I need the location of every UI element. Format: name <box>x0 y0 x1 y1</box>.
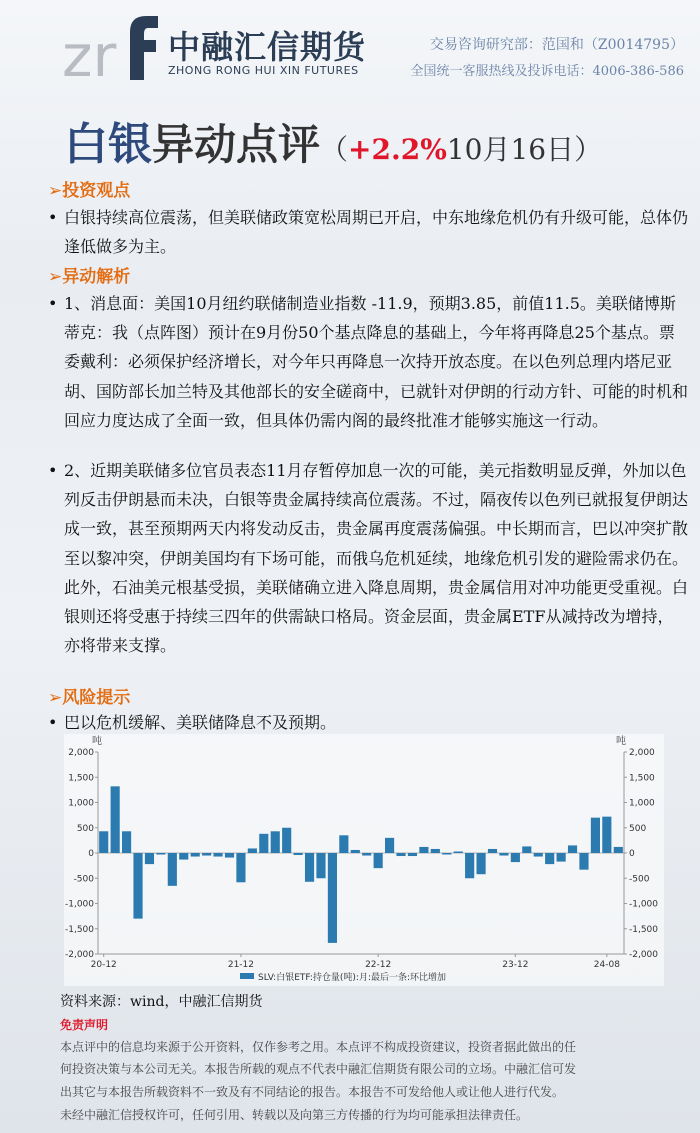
y-tick-label-left: 2,000 <box>68 748 94 758</box>
view-text: 白银持续高位震荡，但美联储政策宽松周期已开启，中东地缘危机仍有升级可能，总体仍逢低做多为主。 <box>64 208 689 257</box>
bar <box>351 850 360 853</box>
title-date: 10月16日 <box>446 133 575 166</box>
chart-legend: SLV:白银ETF:持仓量(吨):月:最后一条:环比增加 <box>258 973 447 983</box>
bar <box>213 853 222 857</box>
hotline: 全国统一客服热线及投诉电话：4006-386-586 <box>410 64 684 79</box>
bar <box>179 853 188 860</box>
bar <box>431 849 440 853</box>
bar <box>225 853 234 858</box>
analysis-paragraph-2 <box>48 456 688 660</box>
bar <box>534 853 543 857</box>
page-title <box>64 108 602 172</box>
bar <box>465 853 474 878</box>
title-change: +2.2% <box>348 133 447 166</box>
bar <box>488 849 497 853</box>
x-tick-label: 21-12 <box>227 960 255 970</box>
bar <box>557 853 566 862</box>
analysis-paragraph-1 <box>48 289 688 435</box>
y-tick-label-right: -2,000 <box>629 950 659 960</box>
chart-svg <box>64 734 664 986</box>
bullet-icon: • <box>48 461 58 480</box>
y-tick-label-right: -1,000 <box>629 899 659 910</box>
risk-text: 巴以危机缓解、美联储降息不及预期。 <box>64 713 337 732</box>
bar <box>111 786 120 853</box>
bar <box>202 853 211 856</box>
bar <box>145 853 154 864</box>
bar <box>419 847 428 853</box>
bar <box>545 853 554 864</box>
legend-swatch <box>240 973 254 979</box>
logo-english-name: ZHONG RONG HUI XIN FUTURES <box>168 64 359 77</box>
bar <box>591 818 600 853</box>
title-sub: 异动点评 <box>152 120 321 169</box>
x-tick-label: 20-12 <box>90 960 117 970</box>
data-source: 资料来源：wind，中融汇信期货 <box>60 994 263 1010</box>
bar <box>294 853 303 855</box>
bar <box>236 853 245 882</box>
bar <box>339 835 348 853</box>
disclaimer-line-2: 何投资决策与本公司无关。本报告所载的观点不代表中融汇信期货有限公司的立场。中融汇信可发 <box>60 1062 577 1076</box>
bullet-icon: • <box>48 294 58 313</box>
logo-mark-text: zr <box>62 22 117 82</box>
y-tick-label-right: 1,000 <box>629 798 655 809</box>
arrow-right-icon: ➢ <box>48 688 63 708</box>
y-tick-label-right: -500 <box>629 874 650 885</box>
y-tick-label-left: 1,000 <box>68 798 94 809</box>
y-tick-label-right: 0 <box>629 849 635 859</box>
disclaimer-line-4: 未经中融汇信授权许可，任何引用、转载以及向第三方传播的行为均可能承担法律责任。 <box>60 1108 529 1122</box>
arrow-right-icon: ➢ <box>48 267 63 287</box>
arrow-right-icon: ➢ <box>48 181 63 201</box>
right-unit-label: 吨 <box>616 736 626 747</box>
slv-etf-chart <box>64 734 664 986</box>
left-unit-label: 吨 <box>92 736 102 747</box>
disclaimer-line-3: 出其它与本报告所载资料不一致及有不同结论的报告。本报告不可发给他人或让他人进行代发。 <box>60 1085 565 1099</box>
title-main: 白银 <box>64 119 152 170</box>
bar <box>385 838 394 853</box>
bar <box>156 853 165 855</box>
y-tick-label-right: 2,000 <box>629 748 655 758</box>
y-tick-label-right: 1,500 <box>629 773 655 784</box>
y-tick-label-left: 500 <box>76 823 94 834</box>
y-tick-label-left: -1,500 <box>64 924 94 935</box>
bar <box>614 847 623 853</box>
company-logo-icon <box>60 10 160 82</box>
bar <box>522 846 531 853</box>
y-tick-label-left: -1,000 <box>64 899 94 910</box>
bar <box>396 853 405 856</box>
section-head-view <box>48 176 130 201</box>
bar <box>499 853 508 856</box>
analysis-text-2: 2、近期美联储多位官员表态11月存暂停加息一次的可能，美元指数明显反弹，外加以色列反击伊朗悬而未决，白银等贵金属持续高位震荡。不过，隔夜传以色列已就报复伊朗达成一致，甚至预期两天内将发动反击，贵金属再度震荡偏强。中长期而言，巴以冲突扩散至以黎冲突，伊朗美国均有下场可能，而俄乌危机延续，地缘危机引发的避险需求仍在。此外，石油美元根基受损，美联储确立进入降息周期，贵金属信用对冲功能更受重视。白银则还将受惠于持续三四年的供需缺口格局。资金层面，贵金属ETF从减持改为增持，亦将带来支撑。 <box>64 461 689 656</box>
bullet-icon: • <box>48 208 58 227</box>
bar <box>168 853 177 886</box>
risk-paragraph <box>48 708 688 737</box>
bar <box>133 853 142 919</box>
bar <box>454 851 463 853</box>
x-tick-label: 22-12 <box>365 960 392 970</box>
bar <box>374 853 383 868</box>
view-paragraph <box>48 203 688 261</box>
x-tick-label: 24-08 <box>593 960 620 970</box>
bar <box>511 853 520 862</box>
bar <box>579 853 588 870</box>
section-head-risk <box>48 683 130 708</box>
section-head-analysis <box>48 262 130 287</box>
bar <box>568 845 577 853</box>
header <box>0 0 700 100</box>
bar <box>99 831 108 853</box>
y-tick-label-left: -2,000 <box>64 950 94 960</box>
research-contact: 交易咨询研究部：范国和（Z0014795） <box>429 37 684 53</box>
bar <box>442 853 451 855</box>
x-tick-label: 23-12 <box>502 960 529 970</box>
section-analysis-title: 异动解析 <box>62 267 131 287</box>
analysis-text-1: 1、消息面：美国10月纽约联储制造业指数 -11.9，预期3.85，前值11.5。美联储博斯蒂克：我（点阵图）预计在9月份50个基点降息的基础上，今年将再降息25个基点。票委戴利：必须保护经济增长，对今年只再降息一次持开放态度。在以色列总理内塔尼亚胡、国防部长加兰特及其他部长的安全磋商中，已就针对伊朗的行动方针、可能的时机和回应力度达成了全面一致，但具体仍需内阁的最终批准才能够实施这一行动。 <box>64 294 689 430</box>
y-tick-label-left: 0 <box>88 849 94 859</box>
bar <box>282 828 291 853</box>
bar <box>305 853 314 882</box>
disclaimer-title: 免责声明 <box>60 1018 109 1032</box>
y-tick-label-right: 500 <box>629 823 647 834</box>
bar <box>191 853 200 857</box>
bar <box>476 853 485 874</box>
bar <box>316 853 325 878</box>
bullet-icon: • <box>48 713 58 732</box>
bar <box>248 848 257 853</box>
y-tick-label-left: 1,500 <box>68 773 94 784</box>
logo-chinese-name: 中融汇信期货 <box>168 28 367 66</box>
bar <box>408 853 417 856</box>
title-paren-open: （ <box>320 133 349 166</box>
bar <box>259 834 268 853</box>
y-tick-label-left: -500 <box>73 874 94 885</box>
bar <box>328 853 337 943</box>
bar <box>362 853 371 856</box>
y-tick-label-right: -1,500 <box>629 924 659 935</box>
disclaimer-line-1: 本点评中的信息均来源于公开资料，仅作参考之用。本点评不构成投资建议，投资者据此做出的任 <box>60 1040 577 1054</box>
bar <box>122 831 131 853</box>
title-paren-close: ） <box>574 133 603 166</box>
section-view-title: 投资观点 <box>62 181 131 201</box>
bar <box>271 831 280 853</box>
section-risk-title: 风险提示 <box>62 688 131 708</box>
bar <box>602 817 611 853</box>
